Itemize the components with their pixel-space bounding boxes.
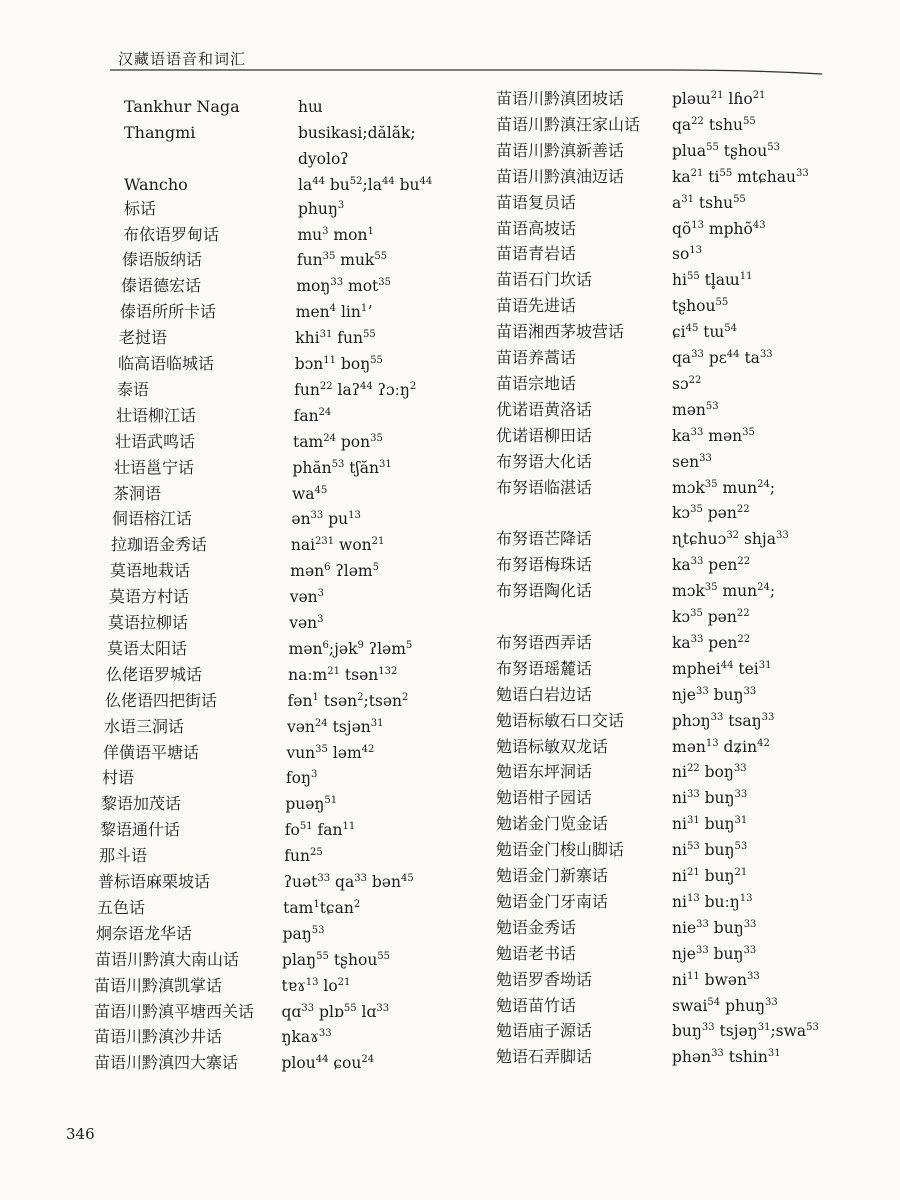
language-name: 勉语东坪洞话 — [496, 762, 593, 782]
word-form: $fo^{51}$ fan$^{11}$ — [284, 821, 356, 840]
language-name: 泰语 — [117, 379, 150, 399]
word-form: sen$^{33}$ — [672, 452, 712, 471]
language-name: 勉语金秀话 — [496, 917, 577, 937]
word-form: $la^{44}$ $bu^{52};la^{44}$ $bu^{44}$ — [298, 175, 433, 194]
word-form: ŋkaɤ$^{33}$ — [281, 1028, 332, 1047]
word-form: foŋ$^3$ — [285, 769, 318, 788]
language-name: 标话 — [124, 198, 157, 218]
word-form: sɔ$^{22}$ — [672, 374, 702, 393]
language-name: 壮语柳江话 — [116, 405, 197, 425]
word-form: vən$^3$ — [289, 587, 325, 607]
word-form: mɔk$^{35}$ mun$^{24}$; — [672, 581, 776, 601]
word-form: qɑ$^{33}$ plɒ$^{55}$ lɑ$^{33}$ — [281, 1002, 390, 1021]
word-form: $ka^{21}$ $ti^{55}$ mtɕhau$^{33}$ — [672, 167, 809, 186]
language-name: 布努语陶化话 — [496, 581, 593, 601]
word-form: fən$^1$ tsən$^2$;tsən$^2$ — [287, 691, 409, 710]
language-name: 苗语高坡话 — [496, 218, 577, 238]
word-form: plou$^{44}$ ɕou$^{24}$ — [281, 1054, 375, 1073]
language-name: 炯奈语龙华话 — [96, 923, 193, 943]
word-form: tɐɤ$^{13}$ $lo^{21}$ — [281, 976, 351, 995]
language-name: 勉语石弄脚话 — [496, 1047, 593, 1067]
word-form: nje$^{33}$ buŋ$^{33}$ — [672, 944, 757, 963]
word-form: moŋ$^{33}$ mot$^{35}$ — [296, 277, 392, 296]
language-name: 勉语金门梭山脚话 — [496, 840, 625, 860]
word-form: $hi^{55}$ tl̥aɯ$^{11}$ — [672, 271, 753, 290]
word-form: men$^4$ lin$^1$ʼ — [295, 303, 373, 322]
language-name: 苗语湘西茅坡营话 — [496, 322, 625, 342]
language-name: 黎语加茂话 — [101, 794, 182, 814]
language-name: 壮语武鸣话 — [115, 431, 196, 451]
word-form: mən$^6$ ʔləm$^5$ — [290, 562, 379, 581]
word-form: hɯ — [298, 98, 323, 116]
word-form: vən$^3$ — [289, 613, 324, 632]
language-name: 布努语临湛话 — [496, 477, 593, 497]
word-form: nai$^{231}$ won$^{21}$ — [290, 536, 385, 555]
word-form: fun$^{35}$ muk$^{55}$ — [296, 251, 388, 270]
word-form: plua$^{55}$ tʂhou$^{53}$ — [672, 141, 780, 160]
language-name: 布依语罗甸话 — [123, 224, 220, 244]
language-name: 侗语榕江话 — [112, 509, 193, 529]
word-form: $a^{31}$ tshu$^{55}$ — [672, 193, 746, 212]
language-name: 优诺语黄洛话 — [496, 399, 593, 419]
word-form: $wa^{45}$ — [291, 484, 328, 503]
word-form: fun$^{22}$ laʔ$^{44}$ ʔɔːŋ$^2$ — [294, 380, 417, 399]
word-form: $mu^3$ mon$^1$ — [297, 225, 374, 244]
language-name: 苗语川黔滇平塘西关话 — [94, 1001, 255, 1021]
language-name: 勉语老书话 — [496, 943, 577, 963]
language-name: 傣语德宏话 — [121, 276, 202, 296]
word-form: $ka^{33}$ mən$^{35}$ — [672, 426, 755, 445]
word-form: puəŋ$^{51}$ — [285, 795, 338, 814]
word-form: $ni^{21}$ buŋ$^{21}$ — [672, 866, 748, 885]
language-name: 苗语养蒿话 — [496, 348, 577, 367]
word-form: bɔn$^{11}$ boŋ$^{55}$ — [294, 354, 383, 373]
word-form: phuŋ$^3$ — [298, 199, 345, 218]
language-name: 五色话 — [97, 897, 146, 917]
language-name: 村语 — [102, 768, 135, 788]
language-name: 勉语金门牙南话 — [496, 891, 609, 911]
language-name: 苗语先进话 — [496, 296, 577, 316]
word-form: busikasi;dălăk; — [298, 123, 416, 142]
language-name: 仫佬语四把街话 — [105, 690, 218, 710]
language-name: 苗语川黔滇四大寨话 — [94, 1053, 239, 1073]
language-name: 苗语宗地话 — [496, 373, 577, 393]
word-form: tʂhou$^{55}$ — [672, 297, 729, 316]
word-form: ən$^{33}$ $pu^{13}$ — [291, 510, 361, 529]
word-form: paŋ$^{53}$ — [282, 924, 325, 943]
word-form: phən$^{33}$ tshin$^{31}$ — [672, 1048, 781, 1067]
language-name: 苗语川黔滇沙井话 — [94, 1027, 223, 1047]
language-name: 莫语太阳话 — [107, 638, 188, 658]
language-name: Wancho — [124, 174, 188, 194]
language-name: Tankhur Naga — [124, 97, 240, 116]
word-form: $qa^{22}$ tshu$^{55}$ — [672, 115, 756, 134]
word-form: ʔuət$^{33}$ $qa^{33}$ bən$^{45}$ — [283, 872, 414, 891]
word-form: fan$^{24}$ — [293, 406, 332, 425]
language-name: 布努语梅珠话 — [496, 555, 593, 575]
language-name: 苗语川黔滇凯掌话 — [94, 975, 223, 995]
word-form: $ni^{11}$ bwən$^{33}$ — [672, 970, 760, 989]
language-name: 勉语苗竹话 — [496, 995, 577, 1015]
language-name: 苗语川黔滇大南山话 — [95, 949, 240, 969]
language-name: 布努语瑶麓话 — [496, 658, 593, 678]
word-form: buŋ$^{33}$ tsjəŋ$^{31}$;swa$^{53}$ — [672, 1022, 819, 1041]
language-name: 莫语地栽话 — [110, 561, 191, 581]
page-number: 346 — [66, 1125, 95, 1143]
language-name: 莫语方村话 — [109, 587, 190, 607]
language-name: 那斗语 — [99, 846, 148, 866]
word-form: $ni^{53}$ buŋ$^{53}$ — [672, 840, 748, 860]
word-form: kɔ$^{35}$ pən$^{22}$ — [672, 504, 750, 523]
language-name: 勉语罗香坳话 — [496, 969, 593, 989]
language-name: 苗语川黔滇团坡话 — [496, 89, 625, 108]
language-name: 苗语川黔滇汪家山话 — [496, 114, 641, 134]
language-name: 苗语川黔滇新善话 — [496, 140, 625, 160]
word-form: $ka^{33}$ pen$^{22}$ — [672, 556, 751, 575]
word-form: $so^{13}$ — [672, 245, 703, 264]
language-name: 勉语标敏双龙话 — [496, 736, 609, 756]
language-name: 勉语标敏石口交话 — [496, 710, 625, 730]
language-name: 临高语临城话 — [118, 354, 215, 373]
word-form: $ni^{22}$ boŋ$^{33}$ — [672, 763, 747, 782]
language-name: 拉珈语金秀话 — [111, 535, 208, 555]
language-name: 仫佬语罗城话 — [106, 664, 203, 684]
word-form: $ni^{33}$ buŋ$^{33}$ — [672, 789, 748, 808]
language-name: 勉语金门新寨话 — [496, 866, 609, 885]
word-form: naːm$^{21}$ tsən$^{132}$ — [288, 665, 398, 684]
word-form: khi$^{31}$ fun$^{55}$ — [295, 328, 376, 348]
language-name: 布努语大化话 — [496, 451, 593, 471]
word-form: fun$^{25}$ — [284, 846, 323, 866]
language-name: 壮语邕宁话 — [114, 457, 195, 477]
word-form: phăn$^{53}$ tʃăn$^{31}$ — [292, 458, 392, 477]
word-form: nie$^{33}$ buŋ$^{33}$ — [672, 918, 757, 937]
language-name: 水语三洞话 — [104, 716, 185, 736]
word-form: nje$^{33}$ buŋ$^{33}$ — [672, 685, 757, 704]
language-name: Thangmi — [124, 122, 196, 142]
word-form: mən$^{13}$ dʑin$^{42}$ — [672, 737, 770, 756]
word-form: $ni^{13}$ buːŋ$^{13}$ — [672, 892, 753, 911]
language-name: 勉语白岩边话 — [496, 684, 593, 704]
language-name: 苗语川黔滇油迈话 — [496, 166, 625, 186]
word-form: $ka^{33}$ pen$^{22}$ — [672, 633, 751, 652]
word-form: phɔŋ$^{33}$ tsaŋ$^{33}$ — [672, 711, 775, 730]
word-form: mən$^6$;jək$^9$ ʔləm$^5$ — [288, 639, 413, 658]
word-form: mphei$^{44}$ tei$^{31}$ — [672, 659, 772, 678]
language-name: 苗语石门坎话 — [496, 270, 593, 290]
word-form: $qõ^{13}$ mphõ$^{43}$ — [672, 219, 766, 238]
word-form: plaŋ$^{55}$ tʂhou$^{55}$ — [282, 950, 391, 969]
word-form: ɳtɕhuɔ$^{32}$ shja$^{33}$ — [672, 530, 789, 549]
language-name: 苗语青岩话 — [496, 244, 577, 264]
language-name: 佯僙语平塘话 — [103, 742, 200, 762]
language-name: 普标语麻栗坡话 — [98, 872, 211, 891]
language-name: 傣语所所卡话 — [120, 302, 217, 322]
language-name: 布努语西弄话 — [496, 632, 593, 652]
language-name: 布努语芒降话 — [496, 529, 593, 549]
word-form: kɔ$^{35}$ pən$^{22}$ — [672, 607, 750, 626]
language-name: 勉语柑子园话 — [496, 788, 593, 808]
language-name: 勉语庙子源话 — [496, 1021, 593, 1041]
word-form: tam$^{24}$ pon$^{35}$ — [293, 432, 383, 451]
word-form: $ni^{31}$ buŋ$^{31}$ — [672, 815, 748, 834]
word-form: dyoloʔ — [298, 149, 349, 168]
language-name: 莫语拉柳话 — [108, 613, 189, 632]
header-rule — [110, 60, 822, 82]
word-form: pləɯ$^{21}$ lɦo$^{21}$ — [672, 89, 766, 108]
running-title: 汉藏语语音和词汇 — [118, 50, 247, 68]
language-name: 老挝语 — [119, 328, 168, 348]
language-name: 优诺语柳田话 — [496, 425, 593, 445]
language-name: 苗语复员话 — [496, 192, 577, 212]
word-form: $qa^{33}$ pɛ$^{44}$ $ta^{33}$ — [672, 348, 773, 367]
language-name: 勉诺金门览金话 — [496, 814, 609, 834]
language-name: 傣语版纳话 — [122, 250, 203, 270]
word-form: mɔk$^{35}$ mun$^{24}$; — [672, 478, 776, 497]
word-form: tam$^1$tɕan$^2$ — [283, 898, 361, 917]
word-form: mən$^{53}$ — [672, 400, 719, 419]
word-form: vun$^{35}$ ləm$^{42}$ — [286, 743, 375, 762]
word-form: swai$^{54}$ phuŋ$^{33}$ — [672, 996, 778, 1015]
word-form: vən$^{24}$ tsjən$^{31}$ — [287, 717, 384, 736]
language-name: 黎语通什话 — [100, 820, 181, 840]
word-form: ɕi$^{45}$ tɯ$^{54}$ — [672, 322, 737, 342]
language-name: 茶洞语 — [113, 483, 162, 503]
